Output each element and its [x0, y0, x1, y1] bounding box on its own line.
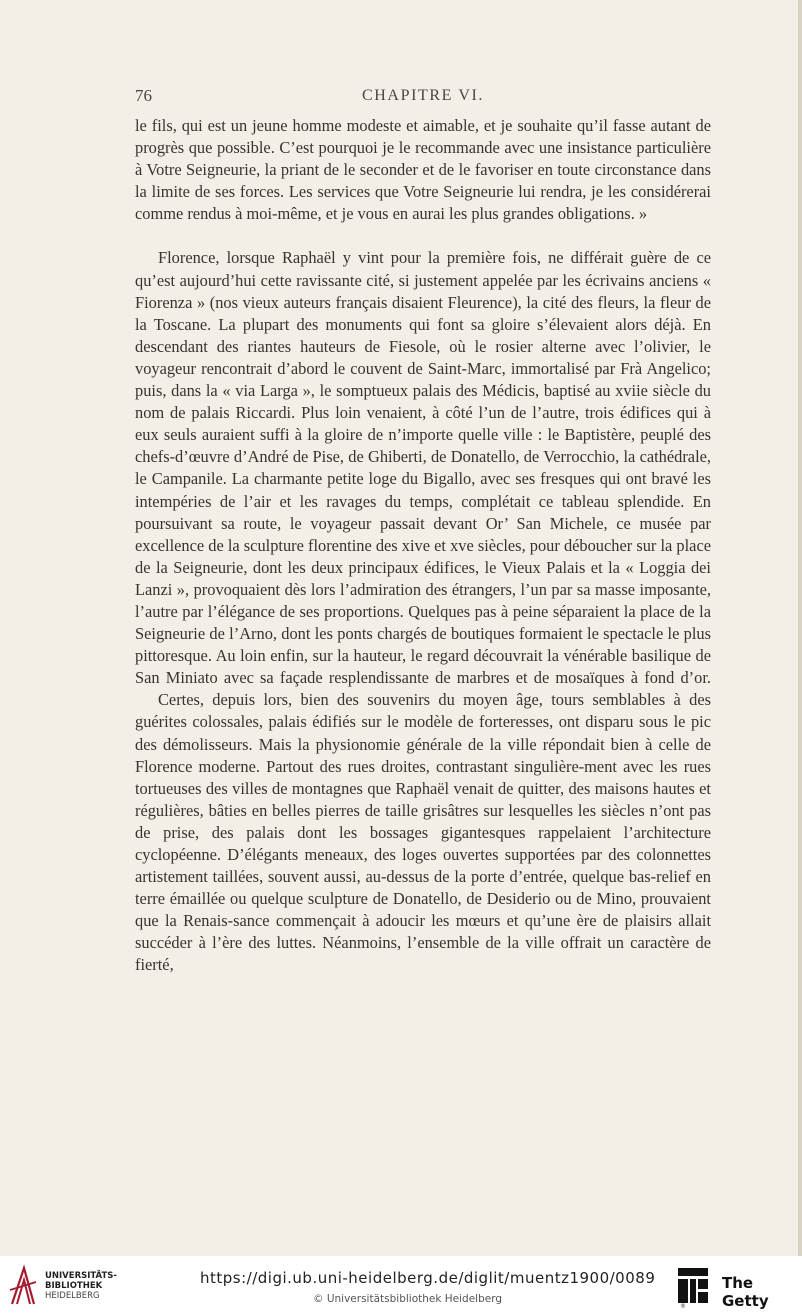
paragraph-continuation: le fils, qui est un jeune homme modeste et aimable, et je souhaite qu’il fasse autant de progrès que possible. C’est pourquoi je le recommande avec une insistance particulière à Votre Seigneurie, la priant de le seconder et de le favoriser en toute circonstance dans la limite de ses forces. Les services que Votre Seigneurie lui rendra, je les considérerai comme rendus à moi-même, et je vous en aurai les plus grandes obligations. » [135, 116, 711, 224]
registered-mark: ® [680, 1303, 686, 1310]
running-head [135, 82, 711, 104]
paragraph-certes: Certes, depuis lors, bien des souvenirs du moyen âge, tours semblables à des guérites colossales, palais édifiés sur le modèle de forteresses, ont disparu sous le pic des démolisseurs. Mais la physionomie générale de la ville répondait bien à celle de Florence moderne. Partout des rues droites, contrastant singulière-ment avec les rues tortueuses des villes de montagnes que Raphaël venait de quitter, des maisons hautes et régulières, bâties en belles pierres de taille grisâtres sur lesquelles les siècles n’ont pas de prise, des palais dont les bossages gigantesques rappelaient l’architecture cyclopéenne. D’élégants meneaux, des loges ouvertes supportées par des colonnettes artistement taillées, souvent aussi, au-dessus de la porte d’entrée, quelque bas-relief en terre émaillée ou quelque sculpture de Donatello, de Desiderio ou de Mino, prouvaient que la Renais-sance commençait à adoucir les mœurs et qu’une ère de plaisirs allait succéder à l’ère des luttes. Néanmoins, l’ensemble de la ville offrait un caractère de fierté, [135, 690, 711, 975]
page-number: 76 [135, 86, 152, 105]
viewer-footer [0, 1256, 802, 1315]
permalink-url[interactable]: https://digi.ub.uni-heidelberg.de/diglit/muentz1900/0089 [200, 1269, 656, 1287]
getty-logo-icon [676, 1266, 710, 1306]
heidelberg-library-logo-icon [8, 1264, 38, 1308]
body-text [135, 115, 711, 977]
library-name: UNIVERSITÄTS- BIBLIOTHEK HEIDELBERG [45, 1271, 117, 1301]
chapter-title: CHAPITRE VI. [361, 87, 485, 104]
getty-name: The Getty [722, 1274, 769, 1310]
paragraph-florence: Florence, lorsque Raphaël y vint pour la première fois, ne différait guère de ce qu’est aujourd’hui cette ravissante cité, si justement appelée par les écrivains anciens « Fiorenza » (nos vieux auteurs français disaient Fleurence), la cité des fleurs, la fleur de la Toscane. La plupart des monuments qui font sa gloire s’élevaient alors déjà. En descendant des riantes hauteurs de Fiesole, où le rosier alterne avec l’olivier, le voyageur rencontrait d’abord le couvent de Saint-Marc, immortalisé par Frà Angelico; puis, dans la « via Larga », le somptueux palais des Médicis, baptisé au xviie siècle du nom de palais Riccardi. Plus loin venaient, à côté l’un de l’autre, trois édifices qui à eux seuls auraient suffi à la gloire de n’importe quelle ville : le Baptistère, peuplé des chefs-d’œuvre d’André de Pise, de Ghiberti, de Donatello, de Verrocchio, la cathédrale, le Campanile. La charmante petite loge du Bigallo, avec ses fresques qui ont bravé les intempéries de l’air et les ravages du temps, complétait ce tableau splendide. En poursuivant sa route, le voyageur passait devant Or’ San Michele, ce musée par excellence de la sculpture florentine des xive et xve siècles, pour déboucher sur la place de la Seigneurie, dont les deux principaux édifices, le Vieux Palais et la « Loggia dei Lanzi », provoquaient dès lors l’admiration des étrangers, l’un par sa masse imposante, l’autre par l’élégance de ses proportions. Quelques pas à peine séparaient la place de la Seigneurie de l’Arno, dont les ponts chargés de boutiques formaient le spectacle le plus pittoresque. Au loin enfin, sur la hauteur, le regard découvrait la vénérable basilique de San Miniato avec sa façade resplendissante de marbres et de mosaïques à fond d’or. [135, 248, 711, 688]
copyright-notice: © Universitätsbibliothek Heidelberg [313, 1293, 503, 1305]
